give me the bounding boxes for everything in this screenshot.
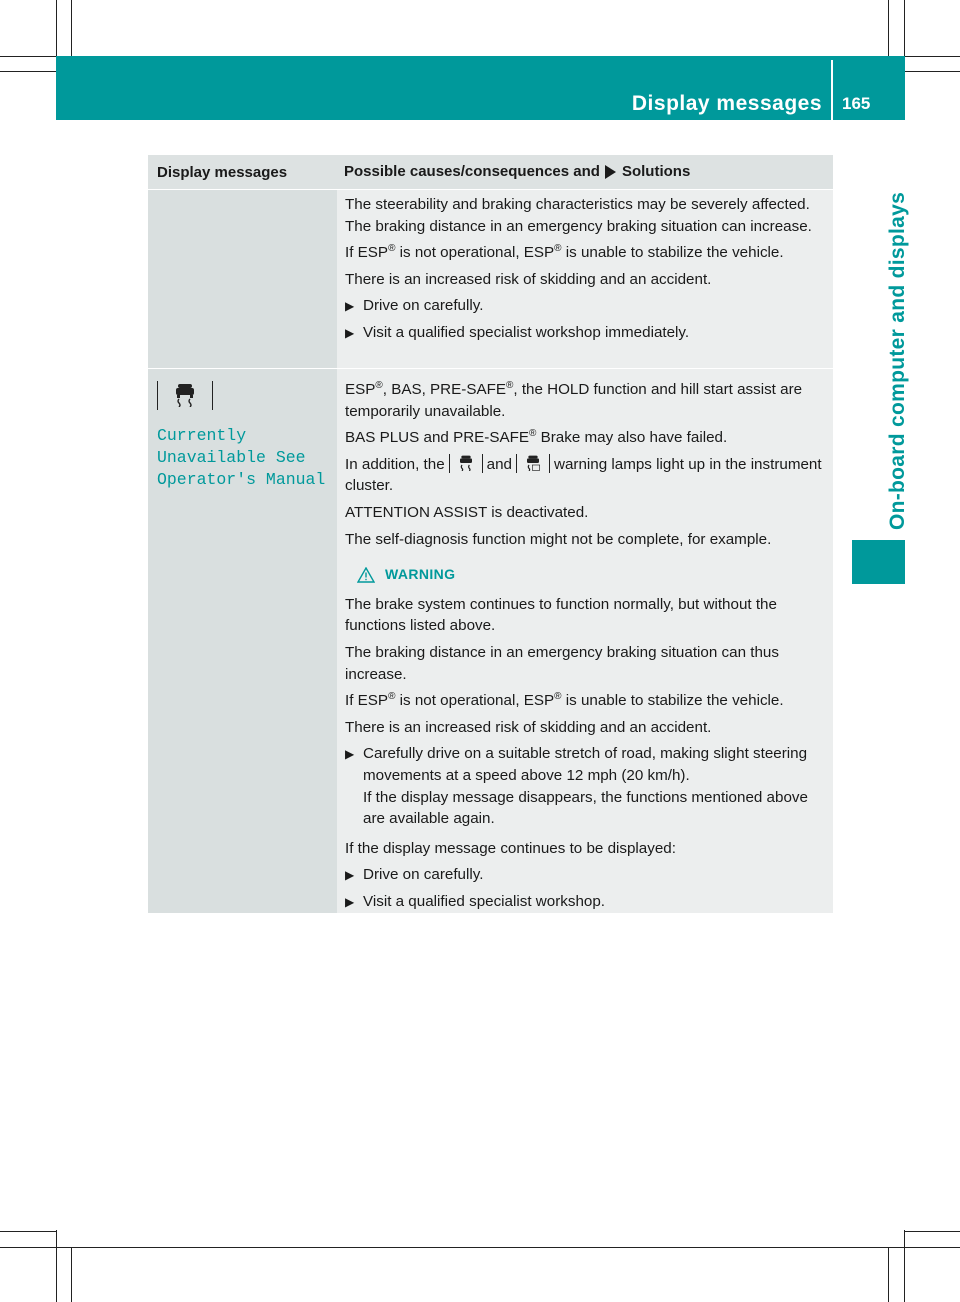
solution-arrow-icon — [605, 165, 616, 179]
warning-triangle-icon — [357, 567, 375, 583]
text: Carefully drive on a suitable stretch of road, making slight steering movements at a speed above 12 mph (20 km/h). — [363, 745, 808, 784]
table-row — [148, 368, 833, 913]
instruction-step — [345, 891, 827, 913]
text: In addition, the — [345, 455, 445, 473]
text: If ESP — [345, 692, 389, 710]
text: is not operational, ESP — [395, 692, 555, 710]
paragraph: If the display message continues to be displayed: — [345, 839, 676, 857]
step-text: Drive on carefully. — [363, 866, 484, 884]
paragraph — [345, 454, 827, 497]
column-header-display-messages: Display messages — [157, 164, 288, 181]
crop-mark — [56, 1230, 57, 1302]
table-cell-display — [148, 369, 337, 913]
registered-mark: ® — [554, 243, 562, 255]
paragraph: ATTENTION ASSIST is deactivated. — [345, 503, 589, 521]
chapter-tab-marker — [852, 540, 905, 584]
paragraph — [345, 690, 827, 712]
column-header-solutions-text: Solutions — [621, 163, 691, 180]
instruction-step — [345, 295, 827, 317]
paragraph: The steerability and braking characteristics may be severely affected. The braking distance in an emergency braking situation can increase. — [345, 196, 812, 235]
text: If the display message disappears, the functions mentioned above are available again. — [363, 788, 808, 828]
table-cell-causes — [337, 369, 833, 913]
text: ESP — [345, 381, 376, 398]
column-header-causes-text: Possible causes/consequences and — [344, 163, 600, 180]
display-messages-table — [148, 155, 833, 913]
paragraph: There is an increased risk of skidding and an accident. — [345, 270, 712, 288]
text: BAS PLUS and PRE-SAFE — [345, 429, 530, 447]
display-message-line: Operator's Manual — [157, 470, 326, 489]
esp-skid-car-icon — [449, 454, 483, 473]
step-text — [363, 743, 827, 829]
instruction-step — [345, 743, 827, 829]
paragraph — [345, 242, 827, 264]
step-text: Visit a qualified specialist workshop. — [363, 893, 605, 911]
crop-mark — [0, 1247, 960, 1248]
warning-heading — [345, 564, 827, 586]
table-row — [148, 189, 833, 368]
step-arrow-icon: ▶ — [345, 299, 355, 314]
paragraph: The brake system continues to function normally, but without the functions listed above. — [345, 595, 777, 635]
registered-mark: ® — [388, 243, 396, 255]
registered-mark: ® — [554, 691, 562, 703]
instruction-step — [345, 864, 827, 886]
page-title: Display messages — [631, 92, 822, 115]
crop-mark — [0, 71, 56, 72]
registered-mark: ® — [506, 379, 514, 391]
step-text: Visit a qualified specialist workshop immediately. — [363, 324, 690, 342]
crop-mark — [888, 0, 889, 56]
table-cell-causes — [337, 190, 833, 368]
esp-off-icon — [516, 454, 550, 473]
warning-label: WARNING — [385, 566, 456, 583]
column-header-causes — [337, 155, 833, 189]
crop-mark — [888, 1247, 889, 1302]
step-text: Drive on carefully. — [363, 297, 484, 315]
paragraph: The self-diagnosis function might not be complete, for example. — [345, 530, 772, 548]
page-number: 165 — [842, 94, 871, 113]
paragraph — [345, 379, 827, 422]
step-arrow-icon: ▶ — [345, 747, 355, 762]
text: is not operational, ESP — [395, 244, 555, 262]
paragraph: The braking distance in an emergency braking situation can thus increase. — [345, 643, 779, 683]
text: , the HOLD function and hill start assist are temporarily unavailable. — [345, 381, 803, 420]
instruction-step — [345, 322, 827, 344]
text: and — [486, 455, 512, 473]
step-arrow-icon: ▶ — [345, 868, 355, 883]
table-cell-display — [148, 190, 337, 368]
paragraph — [345, 427, 827, 449]
text: warning lamps light up in the instrument cluster. — [345, 455, 822, 495]
crop-mark — [904, 1230, 905, 1302]
registered-mark: ® — [375, 379, 383, 391]
chapter-side-label-text: On-board computer and displays — [886, 191, 909, 530]
paragraph: There is an increased risk of skidding and an accident. — [345, 718, 712, 736]
registered-mark: ® — [529, 428, 537, 440]
text: Brake may also have failed. — [536, 429, 728, 447]
registered-mark: ® — [388, 691, 396, 703]
chapter-side-label — [852, 130, 909, 530]
text: is unable to stabilize the vehicle. — [561, 244, 784, 262]
crop-mark — [71, 1247, 72, 1302]
display-message-line: Currently — [157, 426, 247, 445]
crop-mark — [904, 71, 960, 72]
table-header — [148, 155, 833, 189]
text: If ESP — [345, 244, 389, 262]
text: , BAS, PRE-SAFE — [382, 381, 506, 398]
step-arrow-icon: ▶ — [345, 895, 355, 910]
text: is unable to stabilize the vehicle. — [561, 692, 784, 710]
crop-mark — [71, 0, 72, 56]
crop-mark — [0, 1231, 56, 1232]
display-message-line: Unavailable See — [157, 448, 306, 467]
crop-mark — [904, 1231, 960, 1232]
esp-skid-car-icon — [157, 381, 213, 410]
header-divider — [831, 60, 833, 120]
step-arrow-icon: ▶ — [345, 326, 355, 341]
